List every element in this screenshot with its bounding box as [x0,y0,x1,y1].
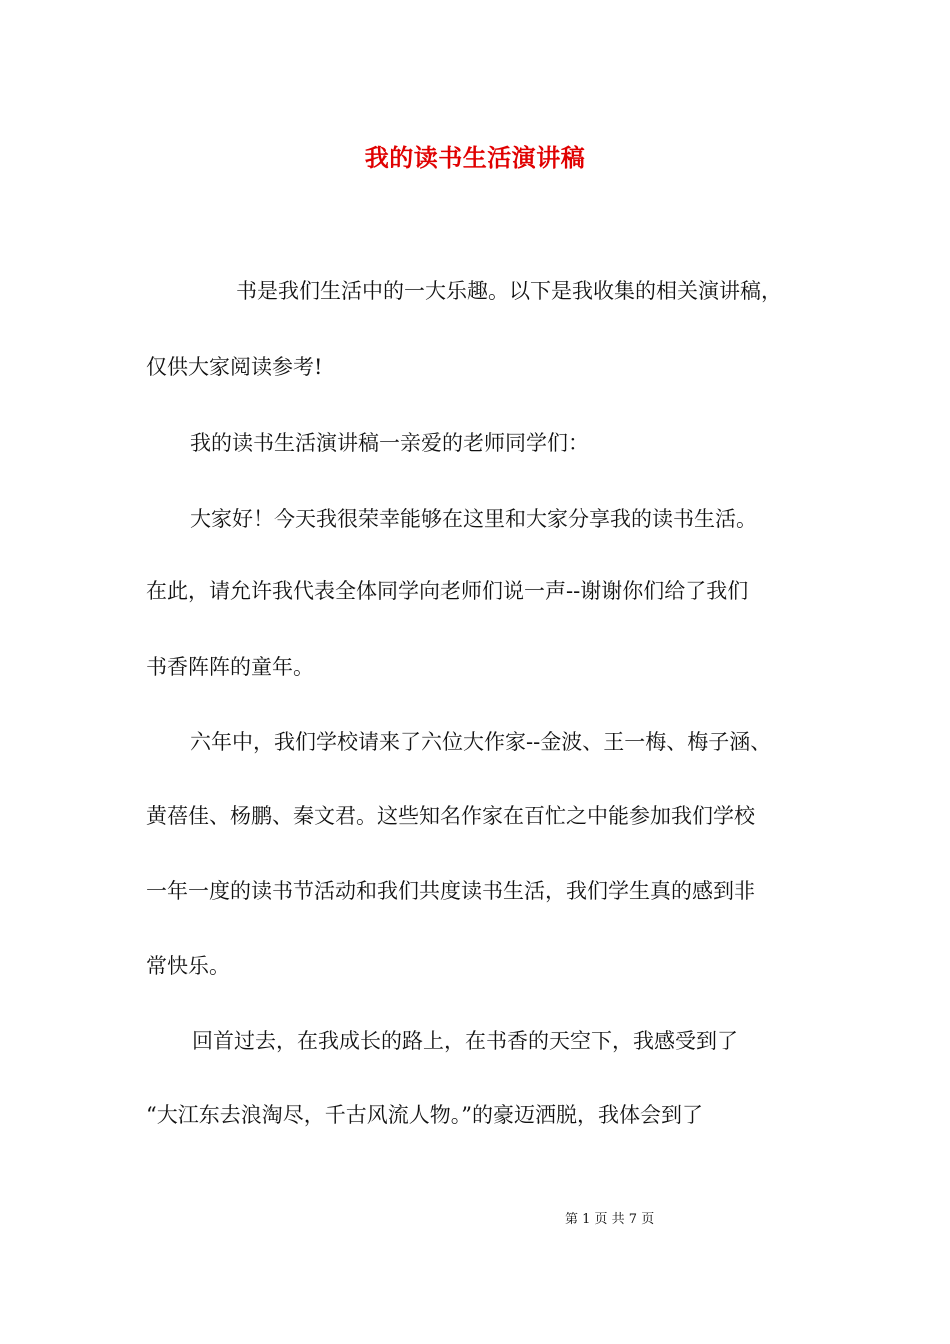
paragraph-line-4: 大家好！今天我很荣幸能够在这里和大家分享我的读书生活。 [190,507,757,531]
document-title: 我的读书生活演讲稿 [364,143,586,172]
paragraph-line-5: 在此，请允许我代表全体同学向老师们说一声--谢谢你们给了我们 [146,579,749,603]
paragraph-line-7: 六年中，我们学校请来了六位大作家--金波、王一梅、梅子涵、 [190,730,772,754]
paragraph-line-3: 我的读书生活演讲稿一亲爱的老师同学们： [190,431,589,455]
page-footer: 第 1 页 共 7 页 [565,1212,655,1227]
paragraph-line-10: 常快乐。 [146,954,230,978]
paragraph-line-6: 书香阵阵的童年。 [146,655,314,679]
paragraph-line-2: 仅供大家阅读参考! [146,355,323,379]
paragraph-line-12: “大江东去浪淘尽，千古风流人物。”的豪迈洒脱，我体会到了 [146,1103,703,1127]
paragraph-line-9: 一年一度的读书节活动和我们共度读书生活，我们学生真的感到非 [146,879,755,903]
paragraph-line-11: 回首过去，在我成长的路上，在书香的天空下，我感受到了 [192,1029,738,1053]
paragraph-line-8: 黄蓓佳、杨鹏、秦文君。这些知名作家在百忙之中能参加我们学校 [146,804,755,828]
paragraph-line-1: 书是我们生活中的一大乐趣。以下是我收集的相关演讲稿， [236,279,782,303]
